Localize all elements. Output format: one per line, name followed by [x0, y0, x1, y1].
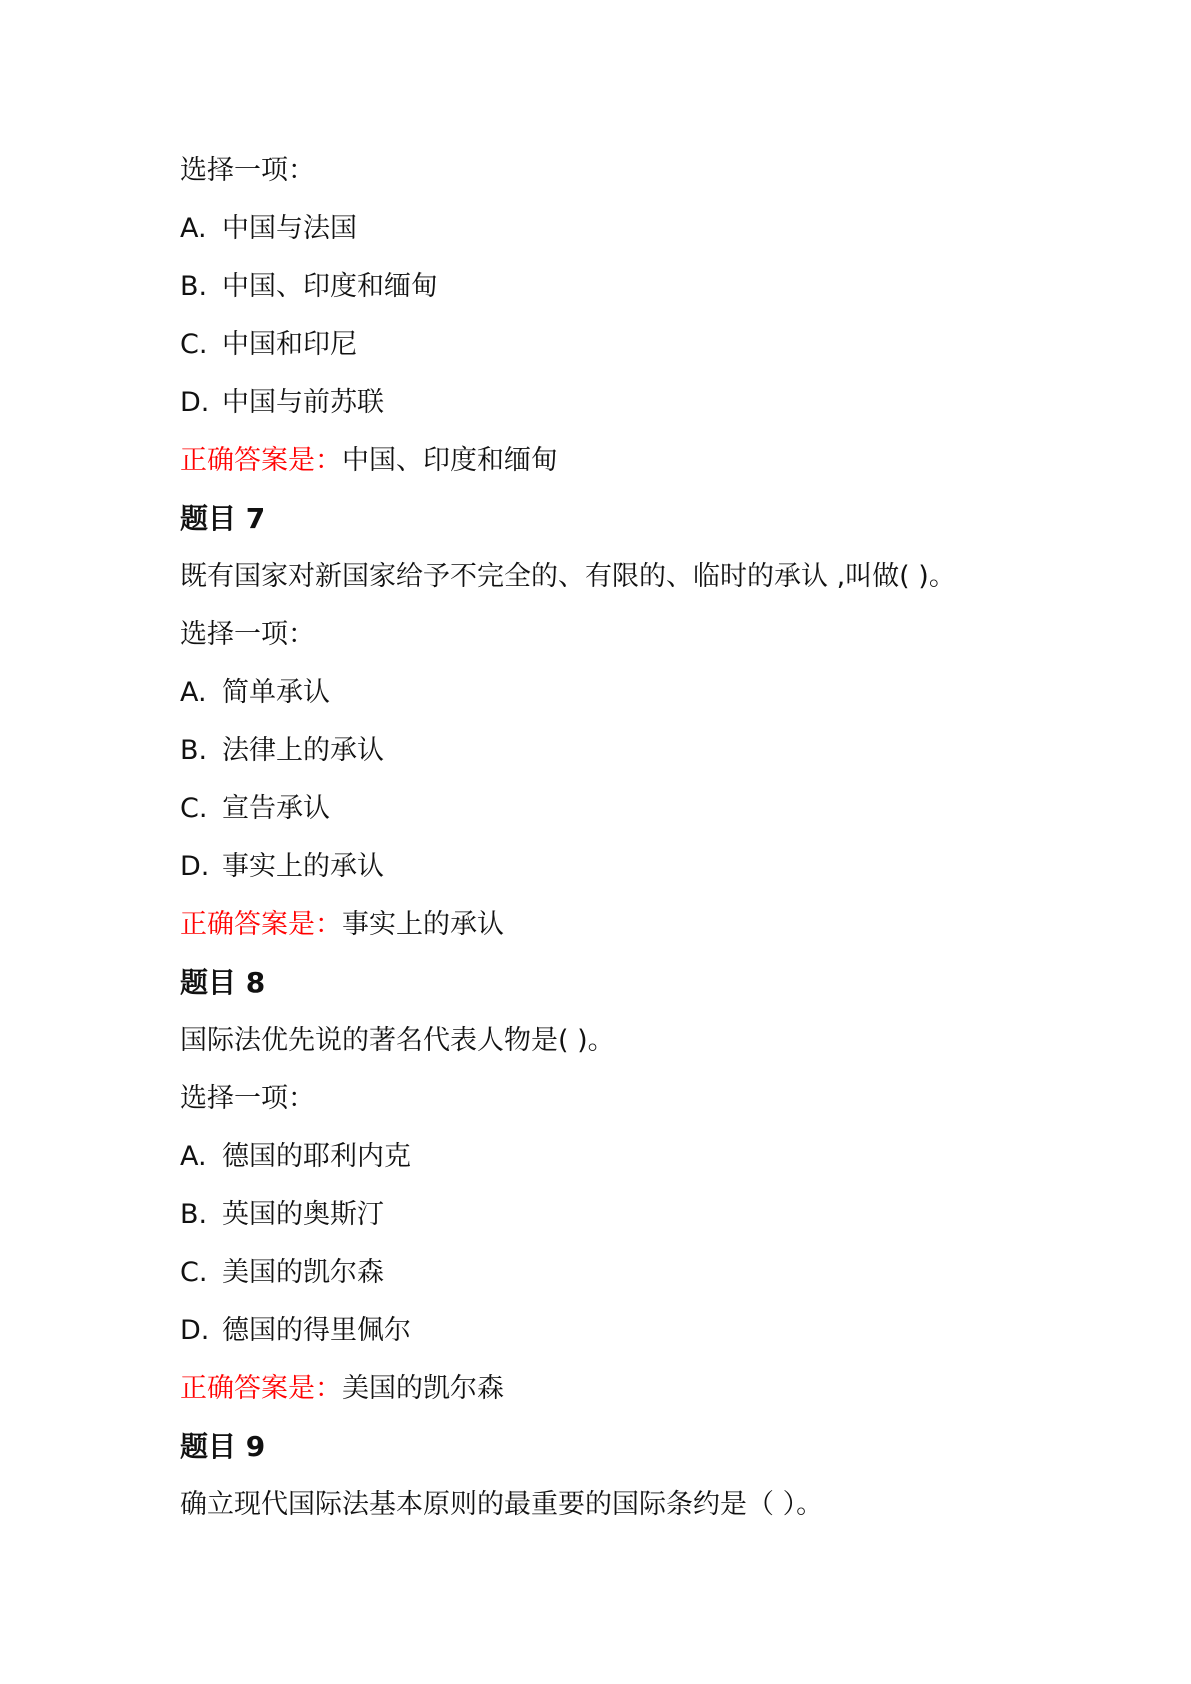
option-letter: C. [180, 329, 208, 360]
option-d [180, 1302, 1080, 1360]
option-a [180, 1128, 1080, 1186]
question-content [180, 142, 1080, 1534]
question-text: 国际法优先说的著名代表人物是( )。 [180, 1025, 615, 1056]
correct-answer [180, 432, 1080, 490]
prompt-select-one: 选择一项： [180, 1083, 315, 1114]
answer-label: 正确答案是： [180, 1373, 342, 1404]
option-letter: C. [180, 1257, 208, 1288]
answer-text: 事实上的承认 [342, 909, 504, 940]
option-letter: D. [180, 387, 210, 418]
option-d [180, 838, 1080, 896]
option-b [180, 722, 1080, 780]
option-text: 中国与法国 [222, 213, 357, 244]
option-a [180, 664, 1080, 722]
option-d [180, 374, 1080, 432]
prompt-select-one: 选择一项： [180, 155, 315, 186]
option-text: 中国、印度和缅甸 [222, 271, 438, 302]
option-letter: B. [180, 271, 208, 302]
option-text: 宣告承认 [222, 793, 330, 824]
option-letter: D. [180, 851, 210, 882]
prompt-select-one: 选择一项： [180, 619, 315, 650]
option-a [180, 200, 1080, 258]
option-letter: B. [180, 735, 208, 766]
option-letter: B. [180, 1199, 208, 1230]
question-title: 题目 9 [180, 1430, 266, 1463]
option-letter: A. [180, 213, 207, 244]
answer-label: 正确答案是： [180, 445, 342, 476]
option-c [180, 316, 1080, 374]
option-text: 德国的耶利内克 [222, 1141, 411, 1172]
option-letter: C. [180, 793, 208, 824]
question-title: 题目 8 [180, 966, 266, 999]
option-text: 美国的凯尔森 [222, 1257, 384, 1288]
option-text: 中国和印尼 [222, 329, 357, 360]
question-text: 既有国家对新国家给予不完全的、有限的、临时的承认 ,叫做( )。 [180, 561, 956, 592]
option-text: 法律上的承认 [222, 735, 384, 766]
option-letter: A. [180, 677, 207, 708]
question-text: 确立现代国际法基本原则的最重要的国际条约是（ ）。 [180, 1489, 824, 1520]
correct-answer [180, 896, 1080, 954]
correct-answer [180, 1360, 1080, 1418]
option-text: 德国的得里佩尔 [222, 1315, 411, 1346]
option-text: 英国的奥斯汀 [222, 1199, 384, 1230]
option-c [180, 1244, 1080, 1302]
option-letter: D. [180, 1315, 210, 1346]
option-b [180, 258, 1080, 316]
answer-text: 中国、印度和缅甸 [342, 445, 558, 476]
question-title: 题目 7 [180, 502, 266, 535]
option-b [180, 1186, 1080, 1244]
option-text: 中国与前苏联 [222, 387, 384, 418]
answer-label: 正确答案是： [180, 909, 342, 940]
option-text: 事实上的承认 [222, 851, 384, 882]
option-letter: A. [180, 1141, 207, 1172]
option-text: 简单承认 [222, 677, 330, 708]
option-c [180, 780, 1080, 838]
answer-text: 美国的凯尔森 [342, 1373, 504, 1404]
